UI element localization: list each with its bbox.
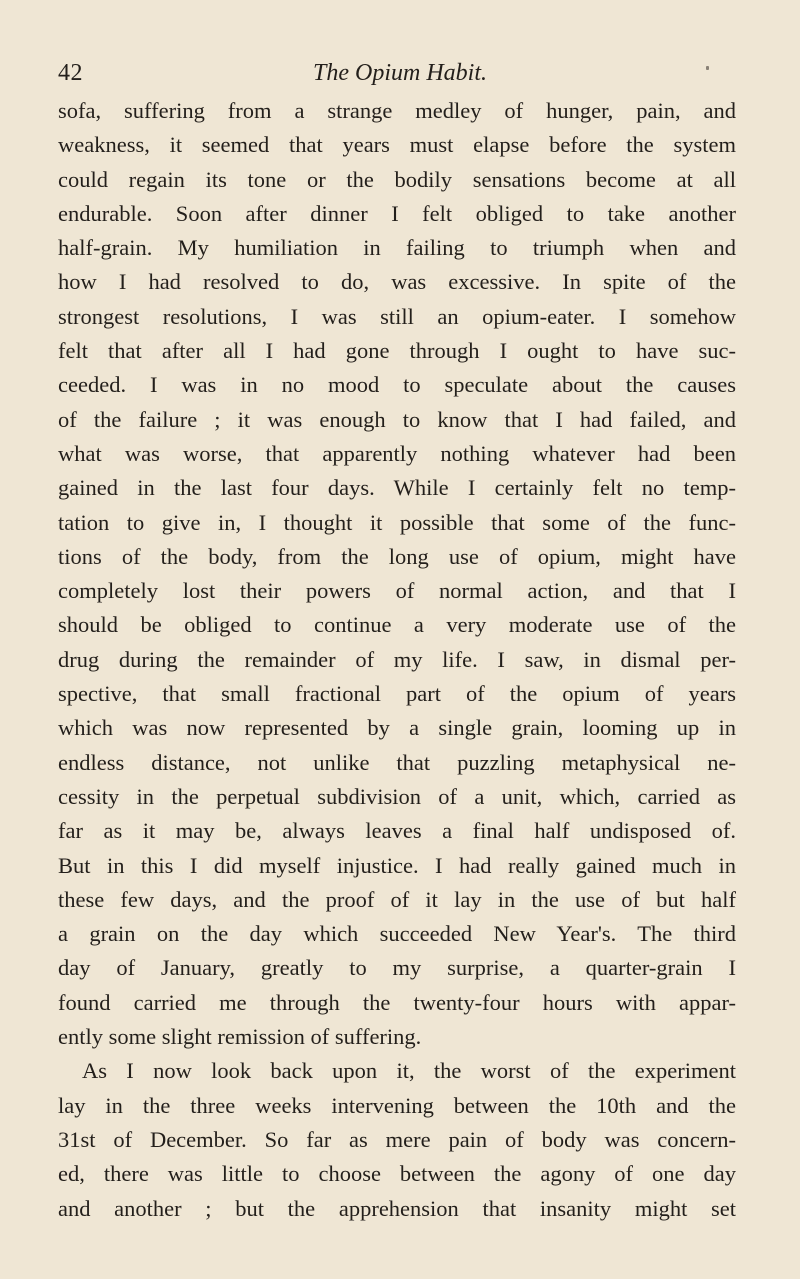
text-line: endless distance, not unlike that puzzling metaphysical ne- xyxy=(58,749,736,775)
text-line: completely lost their powers of normal action, and that I xyxy=(58,578,736,604)
page-number: 42 xyxy=(58,60,83,86)
text-line: these few days, and the proof of it lay in the use of but half xyxy=(58,886,736,912)
text-line: lay in the three weeks intervening between the 10th and the xyxy=(58,1092,736,1118)
text-line: But in this I did myself injustice. I had really gained much in xyxy=(58,852,736,878)
text-line: cessity in the perpetual subdivision of a unit, which, carried as xyxy=(58,783,736,809)
text-line: gained in the last four days. While I certainly felt no temp- xyxy=(58,475,736,501)
text-line: should be obliged to continue a very moderate use of the xyxy=(58,612,736,638)
text-line: tions of the body, from the long use of opium, might have xyxy=(58,543,736,569)
text-line: strongest resolutions, I was still an opium-eater. I somehow xyxy=(58,303,736,329)
text-line: ently some slight remission of suffering. xyxy=(58,1024,422,1050)
text-line: and another ; but the apprehension that insanity might set xyxy=(58,1195,736,1221)
text-line: ed, there was little to choose between the agony of one day xyxy=(58,1161,736,1187)
text-line: felt that after all I had gone through I ought to have suc- xyxy=(58,338,736,364)
text-line: As I now look back upon it, the worst of the experiment xyxy=(82,1058,736,1084)
text-line: which was now represented by a single grain, looming up in xyxy=(58,715,736,741)
text-line: 31st of December. So far as mere pain of body was concern- xyxy=(58,1126,736,1152)
text-line: tation to give in, I thought it possible that some of the func- xyxy=(58,509,736,535)
text-line: sofa, suffering from a strange medley of hunger, pain, and xyxy=(58,98,736,123)
text-line: far as it may be, always leaves a final half undisposed of. xyxy=(58,818,736,844)
text-line: spective, that small fractional part of the opium of years xyxy=(58,681,736,707)
text-line: what was worse, that apparently nothing whatever had been xyxy=(58,440,736,466)
text-line: day of January, greatly to my surprise, a quarter-grain I xyxy=(58,955,736,981)
text-line: how I had resolved to do, was excessive. In spite of the xyxy=(58,269,736,295)
text-line: endurable. Soon after dinner I felt obliged to take another xyxy=(58,200,736,226)
text-line: could regain its tone or the bodily sensations become at all xyxy=(58,166,736,192)
text-line: of the failure ; it was enough to know that I had failed, and xyxy=(58,406,736,432)
text-line: weakness, it seemed that years must elapse before the system xyxy=(58,132,736,158)
text-line: a grain on the day which succeeded New Year's. The third xyxy=(58,921,736,947)
page-header xyxy=(0,48,800,88)
text-line: found carried me through the twenty-four hours with appar- xyxy=(58,989,736,1015)
body-text xyxy=(58,94,736,1226)
running-title: The Opium Habit. xyxy=(313,60,487,86)
text-line: half-grain. My humiliation in failing to triumph when and xyxy=(58,235,736,261)
text-line: ceeded. I was in no mood to speculate about the causes xyxy=(58,372,736,398)
text-line: drug during the remainder of my life. I saw, in dismal per- xyxy=(58,646,736,672)
